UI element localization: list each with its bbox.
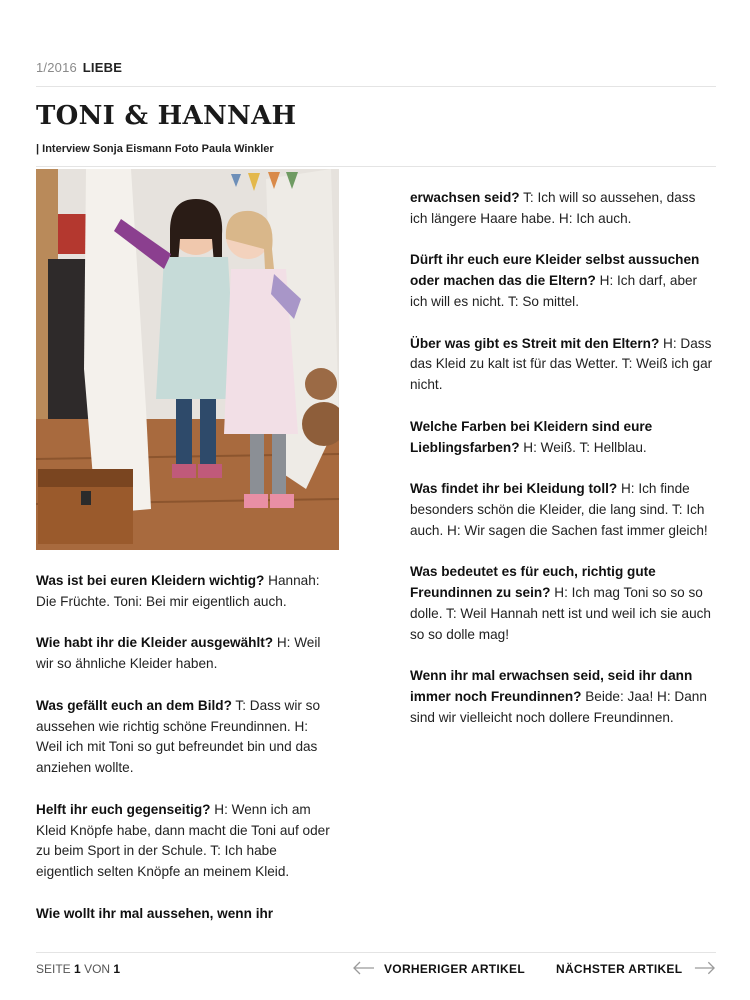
answer: H: Ich mag Toni so so so dolle. T: Weil Hannah nett ist und weil ich sie auch so so dolle mag! [410, 585, 711, 642]
magazine-page [36, 0, 716, 1000]
question: erwachsen seid? [410, 190, 520, 205]
answer: H: Dass das Kleid zu kalt ist für das Wetter. T: Weiß ich gar nicht. [410, 335, 713, 393]
section-link[interactable]: LIEBE [82, 60, 123, 75]
page-of: VON [84, 962, 111, 976]
answer: T: Ich will so aussehen, dass ich längere Haare habe. H: Ich auch. [410, 190, 696, 226]
question: Dürft ihr euch eure Kleider selbst aussuchen oder machen das die Eltern? [410, 252, 700, 289]
question: Was findet ihr bei Kleidung toll? [410, 481, 618, 497]
qa-paragraph [410, 666, 716, 728]
qa-paragraph [410, 188, 716, 230]
qa-paragraph [36, 800, 336, 883]
question: Wie wollt ihr mal aussehen, wenn ihr [36, 905, 274, 921]
arrow-right-icon[interactable] [693, 958, 716, 978]
answer: H: Weiß. T: Hellblau. [519, 439, 647, 455]
question: Wie habt ihr die Kleider ausgewählt? [36, 635, 274, 651]
qa-paragraph [410, 417, 716, 459]
page-total: 1 [113, 962, 121, 976]
photo-two-girls-icon [36, 169, 339, 550]
article-title: TONI & HANNAH [36, 101, 297, 131]
page-current: 1 [74, 962, 81, 976]
qa-paragraph [410, 562, 716, 645]
header-divider [36, 86, 716, 87]
footer-divider [36, 952, 716, 953]
question: Welche Farben bei Kleidern sind eure Lieblingsfarben? [410, 418, 653, 455]
answer: H: Weil wir so ähnliche Kleider haben. [36, 635, 321, 672]
title-divider [36, 166, 716, 167]
next-article-link[interactable]: NÄCHSTER ARTIKEL [556, 962, 683, 976]
qa-paragraph [410, 250, 716, 312]
answer: H: Wenn ich am Kleid Knöpfe habe, dann macht die Toni auf oder zu beim Sport in der Schule. T: Ich habe eigentlich selten Knöpfe an meinem Kleid. [36, 801, 330, 880]
arrow-left-icon[interactable] [352, 958, 376, 978]
previous-article-link[interactable]: VORHERIGER ARTIKEL [384, 962, 525, 976]
qa-paragraph [36, 571, 336, 613]
qa-paragraph [36, 904, 336, 925]
issue-header [36, 60, 122, 75]
answer: H: Ich darf, aber ich will es nicht. T: So mittel. [410, 273, 698, 309]
question: Über was gibt es Streit mit den Eltern? [410, 335, 660, 351]
page-prefix: SEITE [36, 962, 71, 976]
answer: Beide: Jaa! H: Dann sind wir vielleicht noch dollere Freundinnen. [410, 689, 707, 725]
question: Wenn ihr mal erwachsen seid, seid ihr dann immer noch Freundinnen? [410, 668, 693, 705]
answer: Hannah: Die Früchte. Toni: Bei mir eigentlich auch. [36, 573, 320, 609]
answer: T: Dass wir so aussehen wie richtig schöne Freundinnen. H: Weil ich mit Toni so gut befreundet bin und das anziehen wollte. [36, 697, 321, 776]
article-credits: | Interview Sonja Eismann Foto Paula Winkler [36, 143, 274, 155]
qa-paragraph [36, 633, 336, 675]
qa-paragraph [410, 479, 716, 541]
answer: H: Ich finde besonders schön die Kleider, die lang sind. T: Ich auch. H: Wir sagen die Sachen fast immer gleich! [410, 481, 708, 538]
question: Helft ihr euch gegenseitig? [36, 801, 211, 817]
question: Was gefällt euch an dem Bild? [36, 697, 232, 713]
article-column-left [36, 571, 336, 945]
issue-number: 1/2016 [36, 60, 77, 75]
article-column-right [410, 188, 716, 750]
qa-paragraph [36, 696, 336, 779]
question: Was ist bei euren Kleidern wichtig? [36, 573, 265, 588]
page-indicator [36, 962, 120, 976]
question: Was bedeutet es für euch, richtig gute Freundinnen zu sein? [410, 564, 656, 601]
qa-paragraph [410, 334, 716, 396]
article-photo [36, 169, 339, 550]
